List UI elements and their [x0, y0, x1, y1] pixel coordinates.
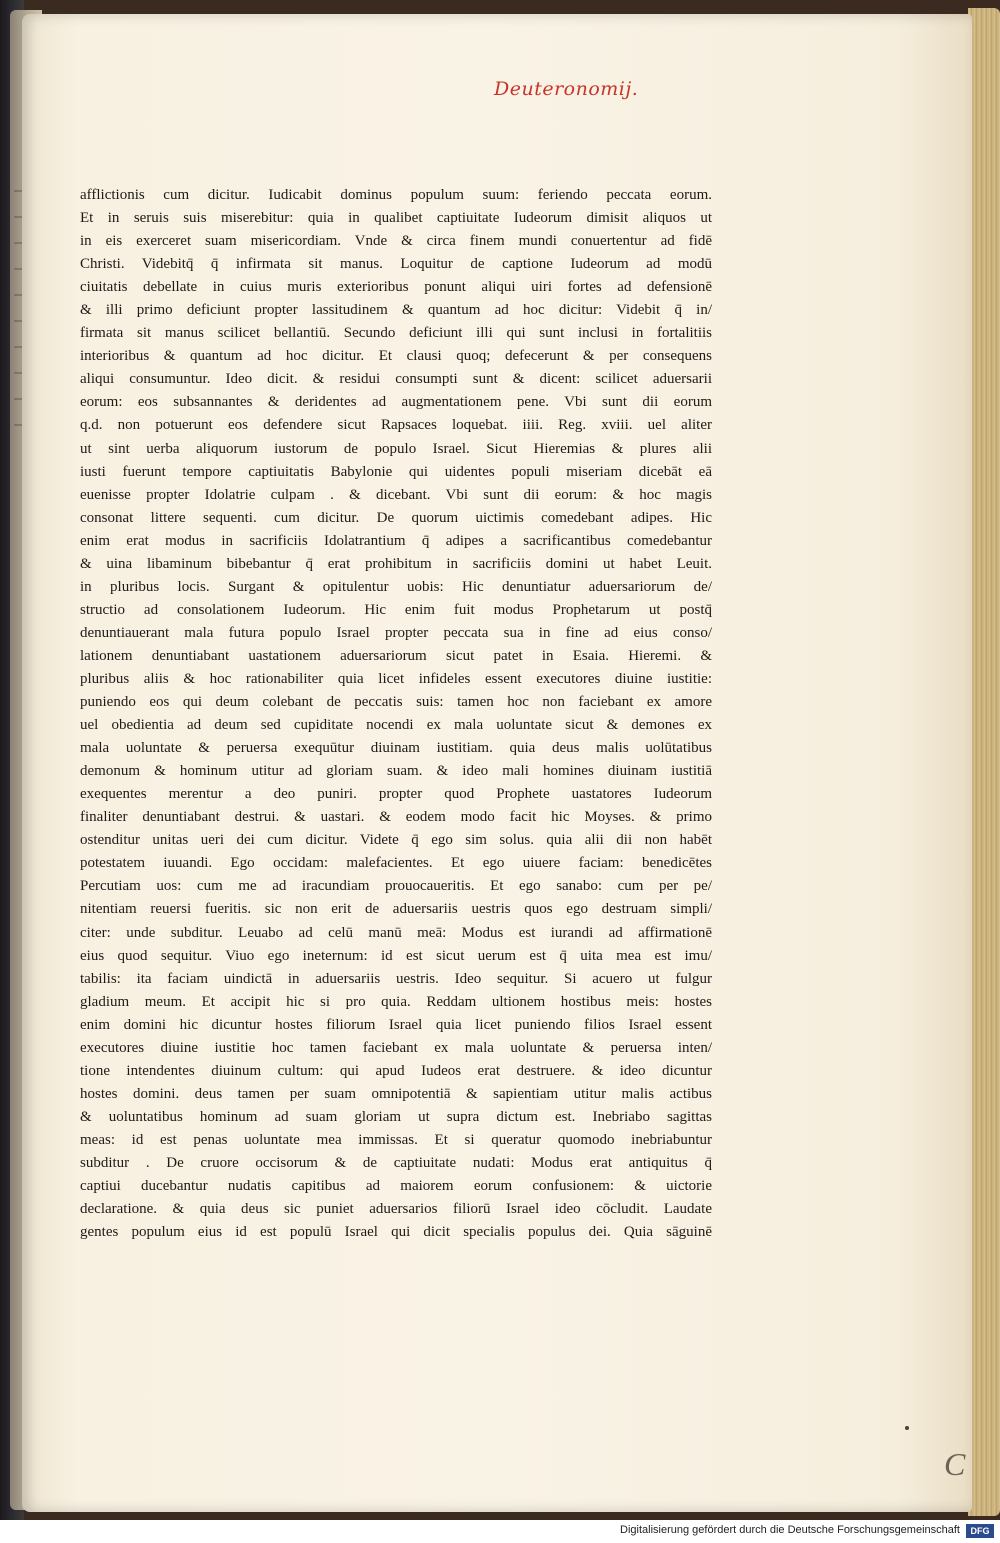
- ink-dot: [905, 1426, 909, 1430]
- text-line: structio ad consolationem Iudeorum. Hic enim fuit modus Prophetarum ut postq̄: [80, 601, 712, 618]
- text-line: euenisse propter Idolatrie culpam . & dicebant. Vbi sunt dii eorum: & hoc magis: [80, 486, 712, 503]
- text-line: aliqui consumuntur. Ideo dicit. & residui consumpti sunt & dicent: scilicet aduersarii: [80, 371, 712, 388]
- text-line: nitentiam reuersi fueritis. sic non erit de aduersariis uestris quos ego destruam simpli/: [80, 901, 712, 918]
- running-head: Deuteronomij.: [494, 78, 639, 100]
- text-line: in pluribus locis. Surgant & opitulentur uobis: Hic denuntiatur aduersariorum de/: [80, 578, 712, 595]
- text-line: firmata sit manus scilicet bellantiū. Secundo deficiunt illi qui sunt inclusi in fortalitiis: [80, 325, 712, 342]
- text-line: Percutiam uos: cum me ad iracundiam prouocaueritis. Et ego sanabo: cum per pe/: [80, 878, 712, 895]
- text-line: interioribus & quantum ad hoc dicitur. Et clausi quoq; defecerunt & per consequens: [80, 348, 712, 365]
- dfg-logo: DFG: [966, 1524, 994, 1538]
- text-line: hostes domini. deus tamen per suam omnipotentiā & sapientiam utitur malis actibus: [80, 1085, 712, 1102]
- text-line: Et in seruis suis miserebitur: quia in qualibet captiuitate Iudeorum dimisit aliquos ut: [80, 210, 712, 227]
- text-line: Christi. Videbitq̄ q̄ infirmata sit manus. Loquitur de captione Iudeorum ad modū: [80, 256, 712, 273]
- text-line: demonum & hominum utitur ad gloriam suam. & ideo mali homines diuinam iustitiā: [80, 763, 712, 780]
- text-line: captiui ducebantur nudatis capitibus ad maiorem eorum confusionem: & uictorie: [80, 1178, 712, 1195]
- margin-mark: C: [944, 1446, 966, 1482]
- text-line: subditur . De cruore occisorum & de captiuitate nudati: Modus erat antiquitus q̄: [80, 1154, 712, 1171]
- text-line: enim domini hic dicuntur hostes filiorum Israel quia licet puniendo filios Israel essent: [80, 1016, 712, 1033]
- text-line: & uoluntatibus hominum ad suam gloriam ut supra dictum est. Inebriabo sagittas: [80, 1108, 712, 1125]
- page-block-edges: [968, 8, 1000, 1516]
- text-line: ostenditur unitas ueri dei cum dicitur. Videte q̄ ego sim solus. quia alii dii non habēt: [80, 832, 712, 849]
- text-line: puniendo eos qui deum colebant de peccatis suis: tamen hoc non faciebant ex amore: [80, 694, 712, 711]
- text-line: declaratione. & quia deus sic puniet aduersarios filiorū Israel ideo cōcludit. Laudate: [80, 1201, 712, 1218]
- text-line: ciuitatis debellate in cuius muris exterioribus ponunt aliqui uiri fortes ad defensionē: [80, 279, 712, 296]
- text-line: q.d. non potuerunt eos defendere sicut Rapsaces loquebat. iiii. Reg. xviii. uel aliter: [80, 417, 712, 434]
- text-line: eorum: eos subsannantes & deridentes ad augmentationem pene. Vbi sunt dii eorum: [80, 394, 712, 411]
- body-text: [80, 184, 712, 1244]
- text-line: tabilis: ita faciam uindictā in aduersariis uestris. Ideo sequitur. Si acuero ut fulgur: [80, 970, 712, 987]
- text-line: iusti fuerunt tempore captiuitatis Babylonie qui uidentes populi miseriam dicebāt eā: [80, 463, 712, 480]
- text-line: & illi primo deficiunt propter lassitudinem & quantum ad hoc dicitur: Videbit q̄ in/: [80, 302, 712, 319]
- text-line: finaliter denuntiabant destrui. & uastari. & eodem modo facit hic Moyses. & primo: [80, 809, 712, 826]
- text-line: lationem denuntiabant uastationem aduersariorum sicut patet in Esaia. Hieremi. &: [80, 647, 712, 664]
- text-line: in eis exerceret suam misericordiam. Vnde & circa finem mundi conuertentur ad fidē: [80, 233, 712, 250]
- text-line: mala uoluntate & peruersa exequūtur diuinam iustitiam. quia deus malis uolūtatibus: [80, 740, 712, 757]
- text-line: executores diuine iustitie hoc tamen faciebant ex mala uoluntate & peruersa inten/: [80, 1039, 712, 1056]
- text-line: ut sint uerba aliquorum iustorum de populo Israel. Sicut Hieremias & plures alii: [80, 440, 712, 457]
- text-line: pluribus aliis & hoc rationabiliter quia licet infideles essent executores diuine iustitie:: [80, 670, 712, 687]
- text-line: uel obedientia ad deum sed cupiditate nocendi ex mala uoluntate sicut & demones ex: [80, 717, 712, 734]
- footer-bar: [0, 1520, 1000, 1543]
- text-line: citer: unde subditur. Leuabo ad celū manū meā: Modus est iurandi ad affirmationē: [80, 924, 712, 941]
- text-line: potestatem iuuandi. Ego occidam: malefacientes. Et ego uiuere faciam: benedicētes: [80, 855, 712, 872]
- text-line: afflictionis cum dicitur. Iudicabit dominus populum suum: feriendo peccata eorum.: [80, 187, 712, 203]
- text-line: exequentes merentur a deo puniri. propter quod Prophete uastatores Iudeorum: [80, 786, 712, 803]
- text-line: denuntiauerant mala futura populo Israel propter peccata sua in fine ad eius conso/: [80, 624, 712, 641]
- text-line: enim erat modus in sacrificiis Idolatrantium q̄ adipes a sacrificantibus comedebantur: [80, 532, 712, 549]
- text-line: gentes populum eius id est populū Israel qui dicit specialis populus dei. Quia sāguinē: [80, 1224, 712, 1241]
- text-line: consonat littere sequenti. cum dicitur. De quorum uictimis comedebant adipes. Hic: [80, 509, 712, 526]
- text-line: meas: id est penas uoluntate mea immissas. Et si queratur quomodo inebriabuntur: [80, 1131, 712, 1148]
- text-line: & uina libaminum bibebantur q̄ erat prohibitum in sacrificiis domini ut habet Leuit.: [80, 555, 712, 572]
- text-line: gladium meum. Et accipit hic si pro quia. Reddam ultionem hostibus meis: hostes: [80, 993, 712, 1010]
- text-line: eius quod sequitur. Viuo ego ineternum: id est sicut uerum est q̄ uita mea est imu/: [80, 947, 712, 964]
- text-line: tione intendentes diuinum cultum: qui apud Iudeos erat destruere. & ideo dicuntur: [80, 1062, 712, 1079]
- funding-credit: Digitalisierung gefördert durch die Deutsche Forschungsgemeinschaft: [620, 1524, 960, 1536]
